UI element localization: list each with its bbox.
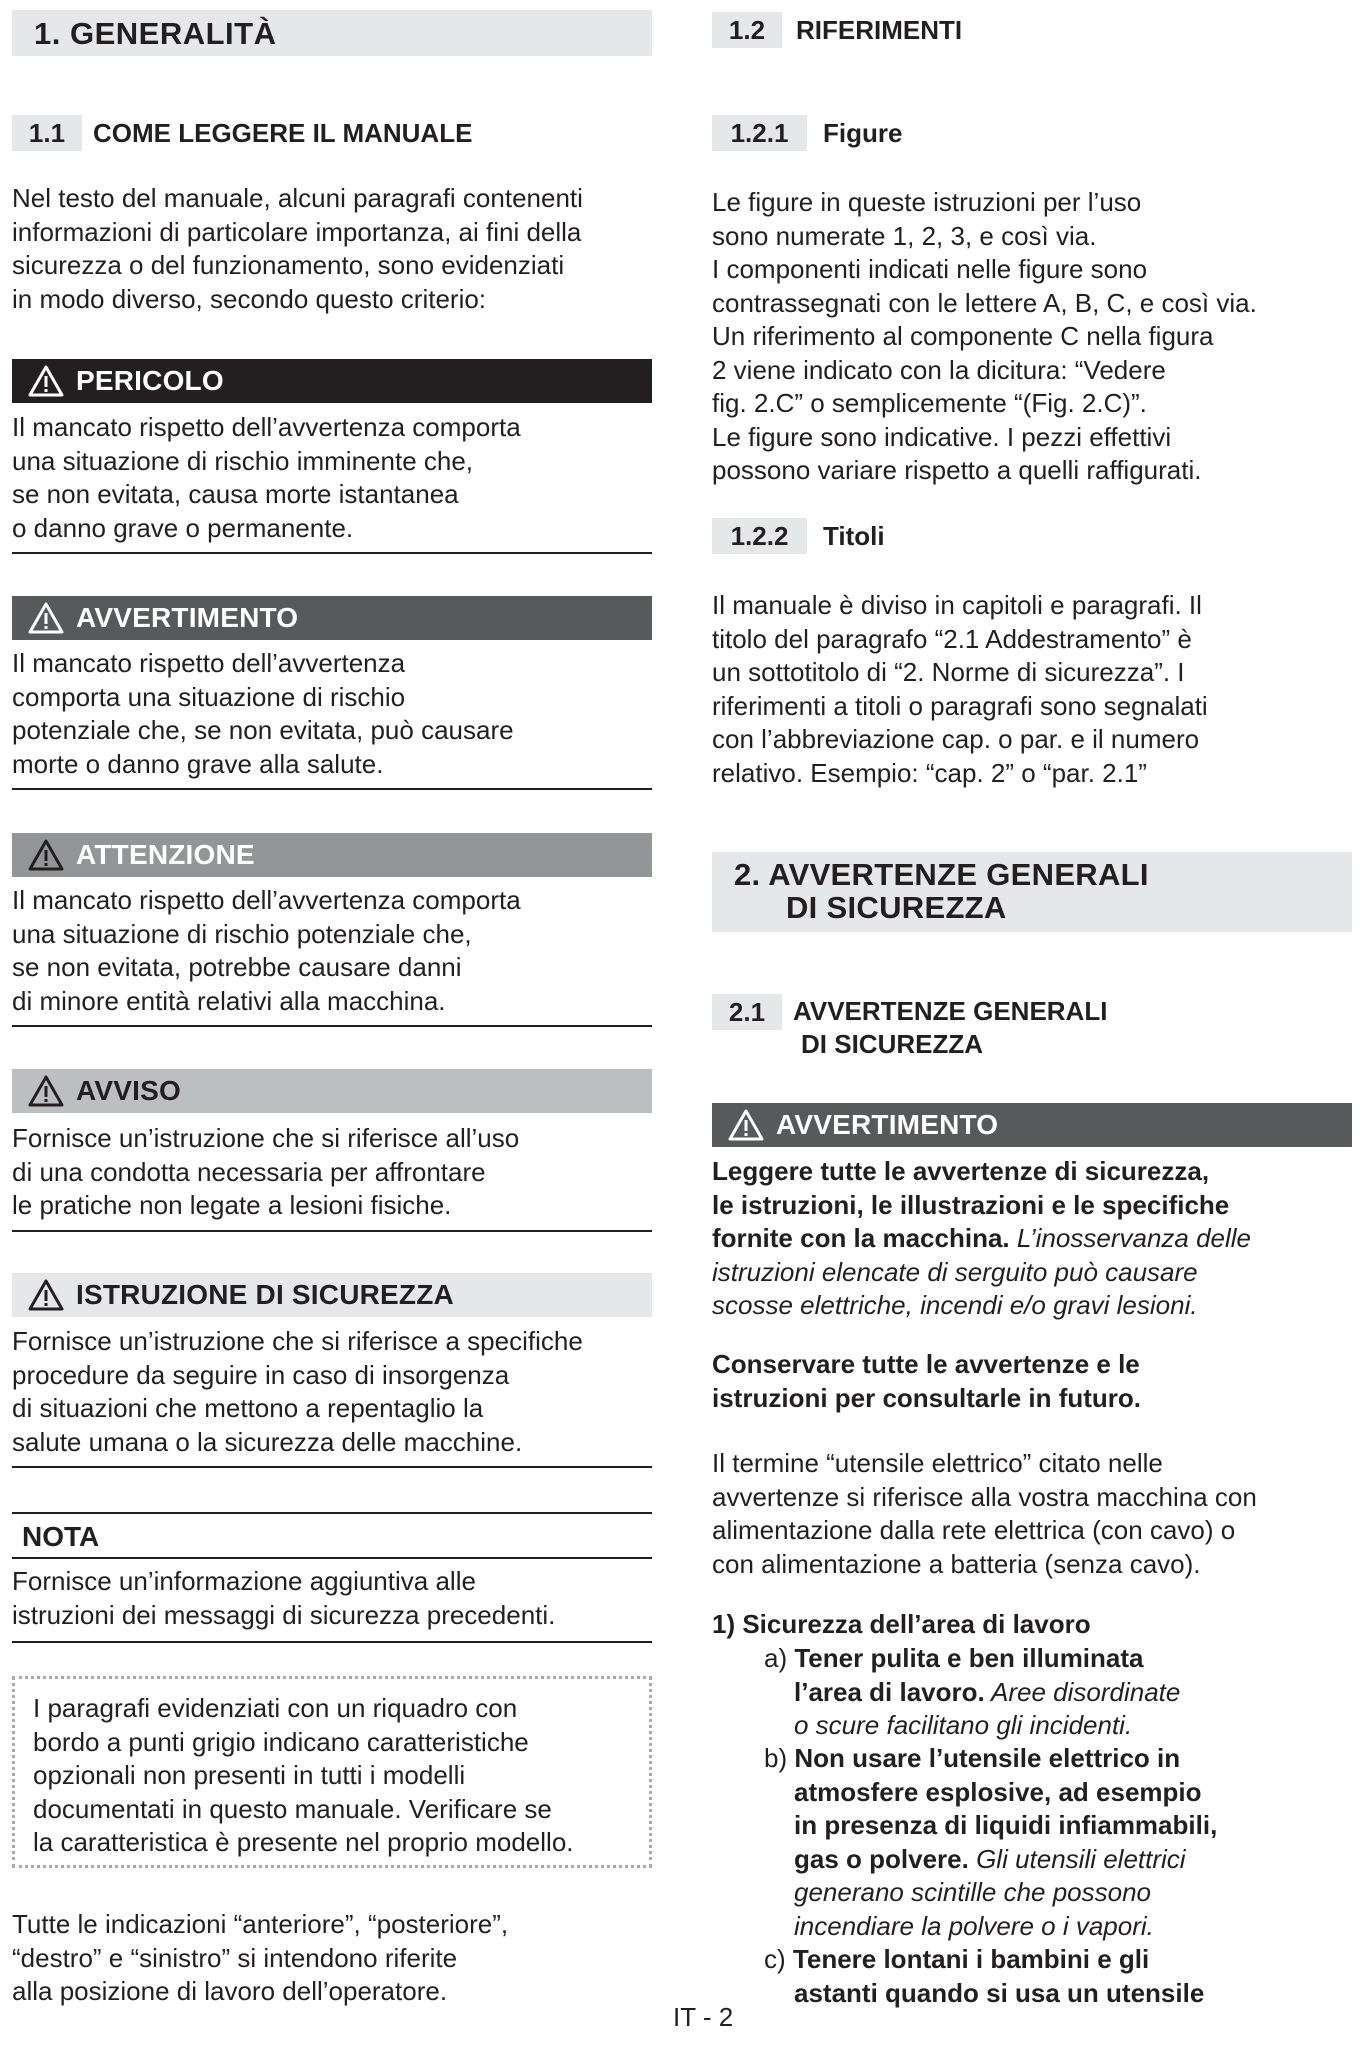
- list-item-c: c) Tenere lontani i bambini e gli astanti quando si usa un utensile: [764, 1944, 1205, 2008]
- general-warning-label: AVVERTIMENTO: [776, 1109, 999, 1140]
- section-2-1-number-box: [712, 994, 782, 1030]
- section-1-2-2-number-box: [712, 518, 807, 554]
- position-paragraph: Tutte le indicazioni “anteriore”, “posteriore”, “destro” e “sinistro” si intendono riferite alla posizione di lavoro dell’operatore.: [12, 1909, 509, 2006]
- safety-divider: [12, 1466, 652, 1468]
- safety-instruction-text: Fornisce un’istruzione che si riferisce a specifiche procedure da seguire in caso di insorgenza di situazioni che mettono a repentaglio la salute umana o la sicurezza delle macchine.: [12, 1326, 583, 1457]
- section-1-1-title: COME LEGGERE IL MANUALE: [93, 118, 473, 148]
- warning-triangle-icon: [28, 365, 64, 397]
- caution-label: ATTENZIONE: [76, 839, 255, 870]
- list-item-b: b) Non usare l’utensile elettrico in atmosfere esplosive, ad esempio in presenza di liquidi infiammabili, gas o polvere. Gli utensili elettrici generano scintille che possono incendiare la polvere o i vapori.: [764, 1743, 1218, 1941]
- section-1-2-1-number: 1.2.1: [730, 118, 789, 148]
- section-2-1-number: 2.1: [728, 997, 766, 1027]
- chapter-2-title-bar: [712, 852, 1352, 932]
- page-number: IT - 2: [673, 2002, 734, 2032]
- notice-header: [12, 1069, 652, 1113]
- note-text: Fornisce un’informazione aggiuntiva alle istruzioni dei messaggi di sicurezza precedenti.: [12, 1566, 556, 1630]
- chapter-1-title-bar: [12, 10, 652, 56]
- section-1-2-1-number-box: [712, 115, 807, 151]
- danger-text: Il mancato rispetto dell’avvertenza comporta una situazione di rischio imminente che, se non evitata, causa morte istantanea o danno grave o permanente.: [12, 412, 521, 543]
- note-label: NOTA: [22, 1521, 100, 1552]
- section-2-1-title-line2: DI SICUREZZA: [801, 1029, 983, 1059]
- chapter-1-title: 1. GENERALITÀ: [34, 16, 277, 51]
- warning-text: Il mancato rispetto dell’avvertenza comporta una situazione di rischio potenziale che, se non evitata, può causare morte o danno grave alla salute.: [12, 648, 514, 779]
- keep-instructions: Conservare tutte le avvertenze e le istruzioni per consultarle in futuro.: [712, 1349, 1142, 1413]
- warning-triangle-icon: [28, 839, 64, 871]
- chapter-2-title-line1: 2. AVVERTENZE GENERALI: [734, 857, 1149, 892]
- safety-instruction-header: [12, 1273, 652, 1317]
- section-1-2-2-number: 1.2.2: [730, 521, 789, 551]
- general-warning-text: Leggere tutte le avvertenze di sicurezza, le istruzioni, le illustrazioni e le specifiche fornite con la macchina. L’inosservanza delle istruzioni elencate di serguito può causare scosse elettriche, incendi e/o gravi lesioni.: [712, 1156, 1252, 1320]
- warning-triangle-icon: [28, 1279, 64, 1311]
- notice-text: Fornisce un’istruzione che si riferisce all’uso di una condotta necessaria per affrontare le pratiche non legate a lesioni fisiche.: [12, 1123, 520, 1220]
- danger-divider: [12, 552, 652, 554]
- caution-text: Il mancato rispetto dell’avvertenza comporta una situazione di rischio potenziale che, se non evitata, potrebbe causare danni di minore entità relativi alla macchina.: [12, 885, 521, 1016]
- titles-paragraph: Il manuale è diviso in capitoli e paragrafi. Il titolo del paragrafo “2.1 Addestramento” è un sottotitolo di “2. Norme di sicurezza”. I riferimenti a titoli o paragrafi sono segnalati con l’abbreviazione cap. o par. e il numero relativo. Esempio: “cap. 2” o “par. 2.1”: [712, 590, 1208, 788]
- work-area-safety-heading: 1) Sicurezza dell’area di lavoro: [712, 1609, 1091, 1639]
- section-1-2-title: RIFERIMENTI: [796, 15, 963, 45]
- warning-divider: [12, 788, 652, 790]
- caution-divider: [12, 1025, 652, 1027]
- danger-label: PERICOLO: [76, 365, 224, 396]
- warning-label: AVVERTIMENTO: [76, 602, 299, 633]
- chapter-2-title-line2: DI SICUREZZA: [786, 890, 1007, 925]
- figure-paragraph: Le figure in queste istruzioni per l’uso sono numerate 1, 2, 3, e così via. I componenti indicati nelle figure sono contrassegnati con le lettere A, B, C, e così via. Un riferimento al componente C nella figura 2 viene indicato con la dicitura: “Vedere fig. 2.C” o semplicemente “(Fig. 2.C)”. Le figure sono indicative. I pezzi effettivi possono variare rispetto a quelli raffigurati.: [712, 187, 1257, 485]
- danger-header: [12, 359, 652, 403]
- warning-triangle-icon: [28, 602, 64, 634]
- section-1-1-number: 1.1: [28, 118, 66, 148]
- notice-label: AVVISO: [76, 1075, 181, 1106]
- note-bottom-rule: [12, 1557, 652, 1559]
- section-1-2-number: 1.2: [728, 15, 766, 45]
- section-1-1-number-box: [12, 115, 82, 151]
- safety-instruction-label: ISTRUZIONE DI SICUREZZA: [76, 1279, 454, 1310]
- note-divider: [12, 1641, 652, 1643]
- warning-triangle-icon: [728, 1109, 764, 1141]
- list-item-a: a) Tener pulita e ben illuminata l’area di lavoro. Aree disordinate o scure facilitano gli incidenti.: [764, 1643, 1181, 1740]
- caution-header: [12, 833, 652, 877]
- section-2-1-title-line1: AVVERTENZE GENERALI: [793, 996, 1108, 1026]
- section-1-2-number-box: [712, 12, 782, 48]
- intro-paragraph: Nel testo del manuale, alcuni paragrafi contenenti informazioni di particolare importanza, ai fini della sicurezza o del funzionamento, sono evidenziati in modo diverso, secondo questo criterio:: [12, 183, 583, 314]
- optional-feature-box: I paragrafi evidenziati con un riquadro con bordo a punti grigio indicano caratteristiche opzionali non presenti in tutti i modelli documentati in questo manuale. Verificare se la caratteristica è presente nel proprio modello.: [12, 1676, 652, 1868]
- warning-header: [12, 596, 652, 640]
- warning-triangle-icon: [28, 1075, 64, 1107]
- section-1-2-1-title: Figure: [823, 118, 903, 148]
- general-warning-header: [712, 1103, 1352, 1147]
- note-top-rule: [12, 1512, 652, 1514]
- power-tool-term-paragraph: Il termine “utensile elettrico” citato nelle avvertenze si riferisce alla vostra macchina con alimentazione dalla rete elettrica (con cavo) o con alimentazione a batteria (senza cavo).: [712, 1448, 1257, 1579]
- section-1-2-2-title: Titoli: [823, 521, 885, 551]
- notice-divider: [12, 1230, 652, 1232]
